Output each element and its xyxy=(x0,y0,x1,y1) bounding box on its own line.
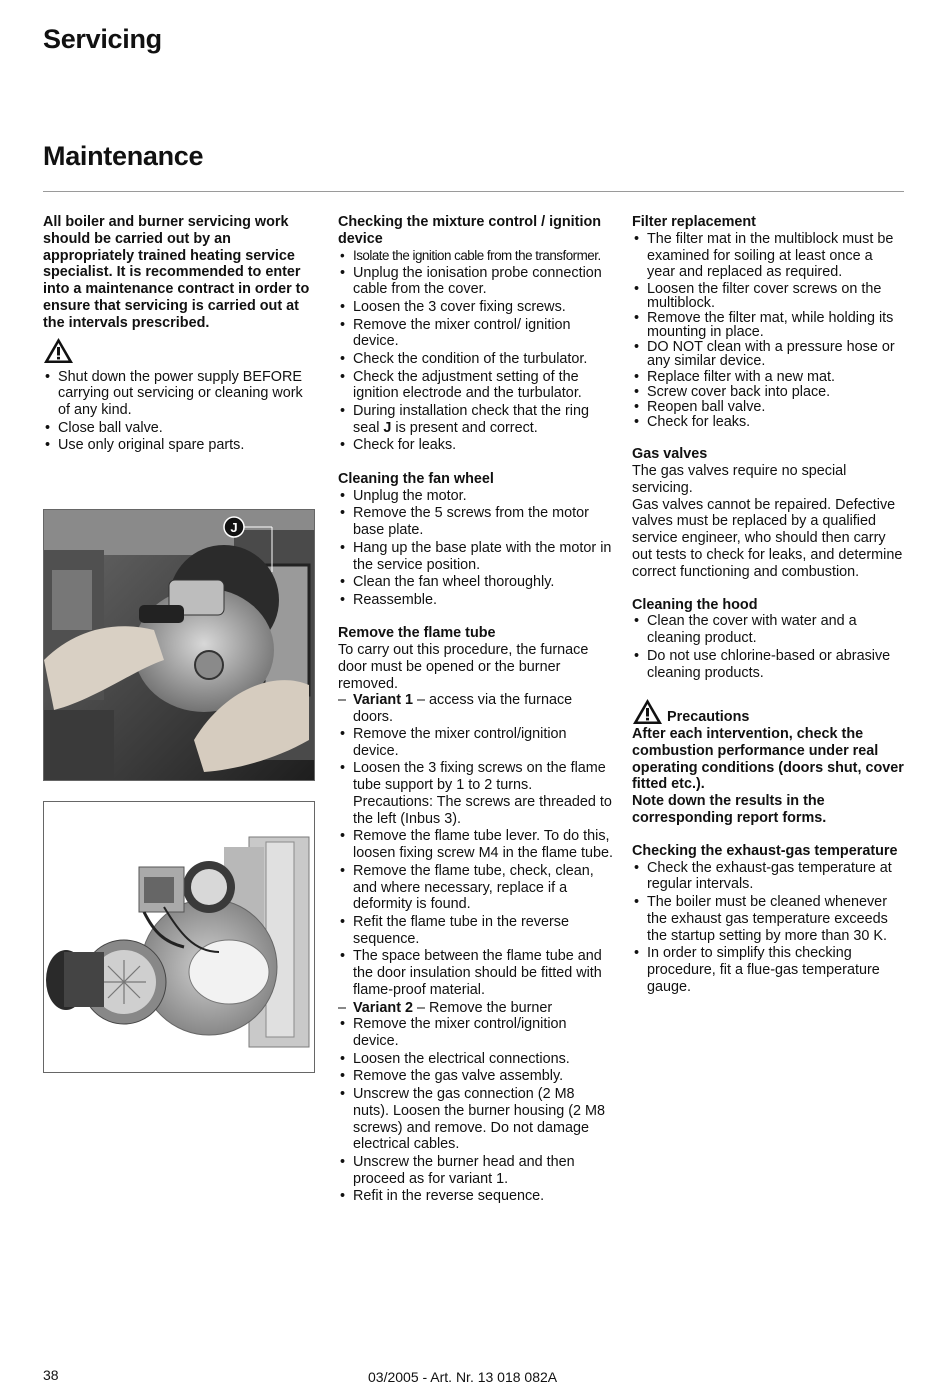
list-item: • In order to simplify this checking procedure, fit a flue-gas temperature gauge. xyxy=(632,945,904,995)
gas-valves-p2: Gas valves cannot be repaired. Defective valves must be replaced by a qualified service engineer, who should then carry out tests to check for leaks, and determine correct functioning and combustion. xyxy=(632,496,903,580)
list-item: • Replace filter with a new mat. xyxy=(632,370,904,384)
gas-valves-heading: Gas valves xyxy=(632,446,708,463)
intro-paragraph: All boiler and burner servicing work should be carried out by an appropriately trained heating service specialist. It is recommended to enter into a maintenance contract in order to ensure that servicing is carried out at the intervals prescribed. xyxy=(43,214,310,331)
variant-1-text: – access via the furnace doors. xyxy=(353,692,573,726)
list-item: • Use only original spare parts. xyxy=(43,437,315,454)
list-item: • Unscrew the burner head and then proceed as for variant 1. xyxy=(338,1154,613,1188)
list-item: • Remove the flame tube, check, clean, and where necessary, replace if a deformity is found. xyxy=(338,863,613,913)
column-left xyxy=(43,214,315,455)
list-item: • Check for leaks. xyxy=(632,415,904,429)
variant-2-label: Variant 2 xyxy=(353,999,413,1016)
fan-list xyxy=(338,488,613,609)
list-item: • Reopen ball valve. xyxy=(632,400,904,414)
list-item: • Refit the flame tube in the reverse sequence. xyxy=(338,914,613,948)
divider xyxy=(43,191,904,192)
column-right xyxy=(632,214,904,996)
list-item: • The space between the flame tube and the door insulation should be fitted with flame-proof material. xyxy=(338,948,613,998)
list-item: • Hang up the base plate with the motor in the service position. xyxy=(338,540,613,574)
list-item: • Remove the mixer control/ ignition device. xyxy=(338,317,613,351)
list-item: • Remove the mixer control/ignition device. xyxy=(338,726,613,760)
photo-gas-valve-removal xyxy=(43,509,315,781)
precautions-p2: Note down the results in the corresponding report forms. xyxy=(632,793,827,827)
mixture-heading: Checking the mixture control / ignition device xyxy=(338,214,602,247)
list-item: • Remove the filter mat, while holding its mounting in place. xyxy=(632,311,904,339)
list-item: • Isolate the ignition cable from the transformer. xyxy=(338,248,613,264)
variant-2-list xyxy=(338,1016,613,1205)
filter-heading: Filter replacement xyxy=(632,214,756,230)
photo-illustration-2 xyxy=(44,802,314,1072)
warning-block xyxy=(43,337,315,367)
list-item: • Screw cover back into place. xyxy=(632,385,904,399)
variant-1-label: Variant 1 xyxy=(353,692,413,709)
list-item: • Unplug the ionisation probe connection cable from the cover. xyxy=(338,265,613,299)
fan-heading: Cleaning the fan wheel xyxy=(338,470,494,487)
section-title: Maintenance xyxy=(43,141,204,171)
filter-list xyxy=(632,231,904,281)
page-number: 38 xyxy=(43,1367,59,1383)
list-item: • Remove the mixer control/ignition device. xyxy=(338,1016,613,1050)
list-item: • Refit in the reverse sequence. xyxy=(338,1188,613,1205)
exhaust-heading: Checking the exhaust-gas temperature xyxy=(632,842,898,859)
photo-illustration-1 xyxy=(44,510,314,780)
warning-icon xyxy=(43,337,74,364)
list-item: • Loosen the 3 cover fixing screws. xyxy=(338,299,613,316)
list-item: • DO NOT clean with a pressure hose or any similar device. xyxy=(632,340,904,368)
photo-label-j: J xyxy=(230,520,238,535)
list-item: • Check the exhaust-gas temperature at regular intervals. xyxy=(632,860,904,894)
list-item: • Unscrew the gas connection (2 M8 nuts). Loosen the burner housing (2 M8 screws) and remove. Do not damage electrical cables. xyxy=(338,1086,613,1153)
list-item: • Reassemble. xyxy=(338,592,613,609)
filter-list-continued xyxy=(632,282,904,429)
hood-heading: Cleaning the hood xyxy=(632,596,758,613)
list-item: • Check for leaks. xyxy=(338,437,613,454)
hood-list xyxy=(632,613,904,681)
photo-burner-assembly xyxy=(43,801,315,1073)
ring-seal-text: During installation check that the ring seal xyxy=(353,402,589,436)
list-item: • Remove the gas valve assembly. xyxy=(338,1068,613,1085)
variant-1 xyxy=(338,692,613,726)
variant-2-text: – Remove the burner xyxy=(413,999,553,1016)
list-item: • Loosen the electrical connections. xyxy=(338,1051,613,1068)
flame-heading: Remove the flame tube xyxy=(338,625,496,642)
column-middle xyxy=(338,214,613,1206)
gas-valves-p1: The gas valves require no special servicing. xyxy=(632,463,847,496)
variant-1-list xyxy=(338,726,613,999)
list-item: • Clean the fan wheel thoroughly. xyxy=(338,574,613,591)
exhaust-list xyxy=(632,860,904,996)
list-item: • Check the adjustment setting of the ignition electrode and the turbulator. xyxy=(338,369,613,403)
precautions-p1: After each intervention, check the combustion performance under real operating conditions (doors shut, cover fitted etc.). xyxy=(632,726,904,793)
list-item: • Loosen the 3 fixing screws on the flame tube support by 1 to 2 turns. Precautions: The screws are threaded to the left (Inbus 3). xyxy=(338,760,613,827)
list-item: • The filter mat in the multiblock must be examined for soiling at least once a year and replaced as required. xyxy=(632,231,904,281)
ring-seal-ref: J xyxy=(383,419,392,436)
list-item: • Loosen the filter cover screws on the multiblock. xyxy=(632,282,904,310)
list-item: • Close ball valve. xyxy=(43,420,315,437)
list-item xyxy=(338,403,613,437)
list-item: • Clean the cover with water and a cleaning product. xyxy=(632,613,904,647)
list-item: • Remove the flame tube lever. To do this, loosen fixing screw M4 in the flame tube. xyxy=(338,828,613,862)
flame-intro: To carry out this procedure, the furnace door must be opened or the burner removed. xyxy=(338,642,589,692)
document-reference: 03/2005 - Art. Nr. 13 018 082A xyxy=(368,1369,558,1385)
list-item: • Unplug the motor. xyxy=(338,488,613,505)
mixture-list xyxy=(338,248,613,455)
list-item: • Remove the 5 screws from the motor base plate. xyxy=(338,505,613,539)
variant-2 xyxy=(338,1000,613,1017)
list-item: • Shut down the power supply BEFORE carrying out servicing or cleaning work of any kind. xyxy=(43,369,315,419)
list-item: • Do not use chlorine-based or abrasive cleaning products. xyxy=(632,648,904,682)
precautions-heading: Precautions xyxy=(667,709,750,726)
warning-icon xyxy=(632,698,663,725)
precautions-heading-row xyxy=(632,698,904,726)
page-title: Servicing xyxy=(43,24,162,54)
list-item: • The boiler must be cleaned whenever the exhaust gas temperature exceeds the startup setting by more than 30 K. xyxy=(632,894,904,944)
safety-list xyxy=(43,369,315,455)
ring-seal-text-end: is present and correct. xyxy=(391,419,538,436)
list-item: • Check the condition of the turbulator. xyxy=(338,351,613,368)
